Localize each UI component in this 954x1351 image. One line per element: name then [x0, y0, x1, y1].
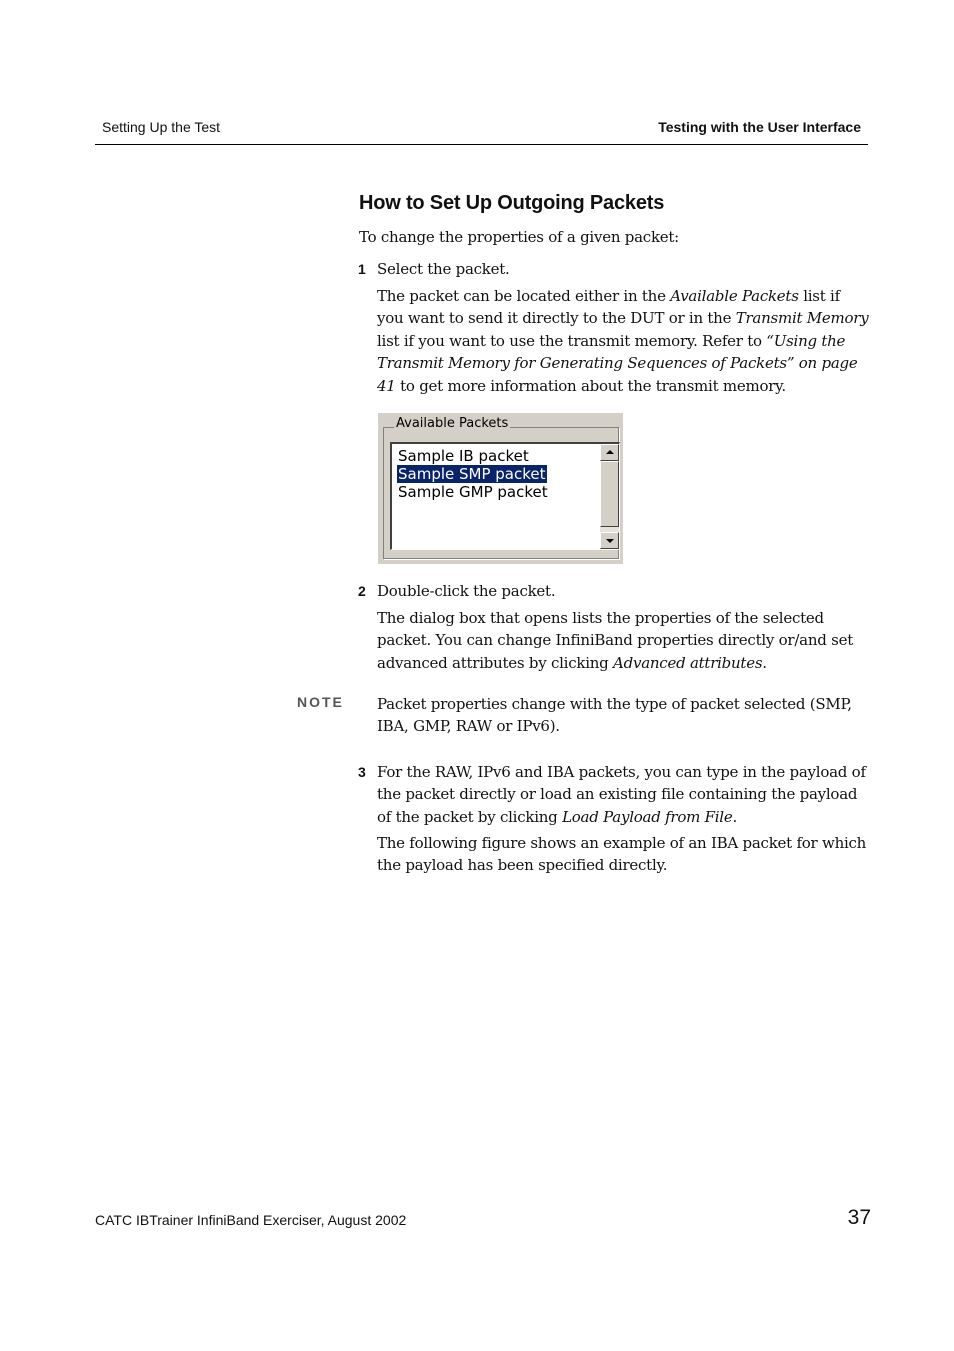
step-2-title: Double-click the packet.: [377, 582, 556, 600]
page-number: 37: [847, 1206, 871, 1229]
arrow-down-icon: [606, 539, 614, 543]
available-packets-legend: Available Packets: [396, 416, 509, 431]
step-3-paragraph-2: The following figure shows an example of an IBA packet for which the payload has been specified directly.: [377, 834, 867, 875]
section-heading: How to Set Up Outgoing Packets: [359, 192, 665, 214]
scroll-up-button[interactable]: [600, 444, 619, 461]
scroll-thumb[interactable]: [600, 461, 619, 527]
available-packets-screenshot: [378, 413, 623, 564]
advanced-attributes-term: Advanced attributes: [613, 653, 763, 672]
available-packets-term: Available Packets: [670, 287, 799, 305]
arrow-up-icon: [606, 450, 614, 454]
footer-title: CATC IBTrainer InfiniBand Exerciser, August 2002: [95, 1212, 407, 1228]
vertical-scrollbar[interactable]: [600, 444, 619, 549]
step-1-paragraph: The packet can be located either in the Available Packets list if you want to send it directly to the DUT or in the Transmit Memory list if you want to use the transmit memory. Refer to “Using the Transmit Memory for Generating Sequences of Packets” on page 41 to get more information about the transmit memory.: [377, 287, 869, 395]
step-2-number: 2: [358, 583, 366, 599]
intro-paragraph: To change the properties of a given packet:: [359, 228, 679, 246]
running-header-section: Setting Up the Test: [102, 119, 221, 135]
list-item[interactable]: Sample GMP packet: [398, 483, 548, 501]
header-rule: [95, 144, 868, 145]
step-2-paragraph: The dialog box that opens lists the properties of the selected packet. You can change InfiniBand properties directly or/and set advanced attributes by clicking Advanced attributes.: [377, 609, 853, 672]
step-1-number: 1: [358, 261, 366, 277]
list-item[interactable]: Sample IB packet: [398, 447, 529, 465]
available-packets-listbox[interactable]: [390, 442, 620, 550]
cross-reference: “Using the Transmit Memory for Generating Sequences of Packets” on page 41: [377, 331, 858, 395]
list-item-selected[interactable]: Sample SMP packet: [398, 465, 546, 483]
step-3-paragraph: For the RAW, IPv6 and IBA packets, you can type in the payload of the packet directly or load an existing file containing the payload of the packet by clicking Load Payload from File.: [377, 763, 866, 826]
load-payload-term: Load Payload from File: [562, 807, 733, 826]
running-header-chapter: Testing with the User Interface: [658, 119, 861, 135]
transmit-memory-term: Transmit Memory: [735, 309, 869, 328]
scroll-down-button[interactable]: [600, 532, 619, 549]
note-text: Packet properties change with the type of packet selected (SMP, IBA, GMP, RAW or IPv6).: [377, 695, 852, 736]
step-3-number: 3: [358, 764, 366, 780]
note-label: NOTE: [297, 694, 344, 710]
step-1-title: Select the packet.: [377, 260, 510, 278]
